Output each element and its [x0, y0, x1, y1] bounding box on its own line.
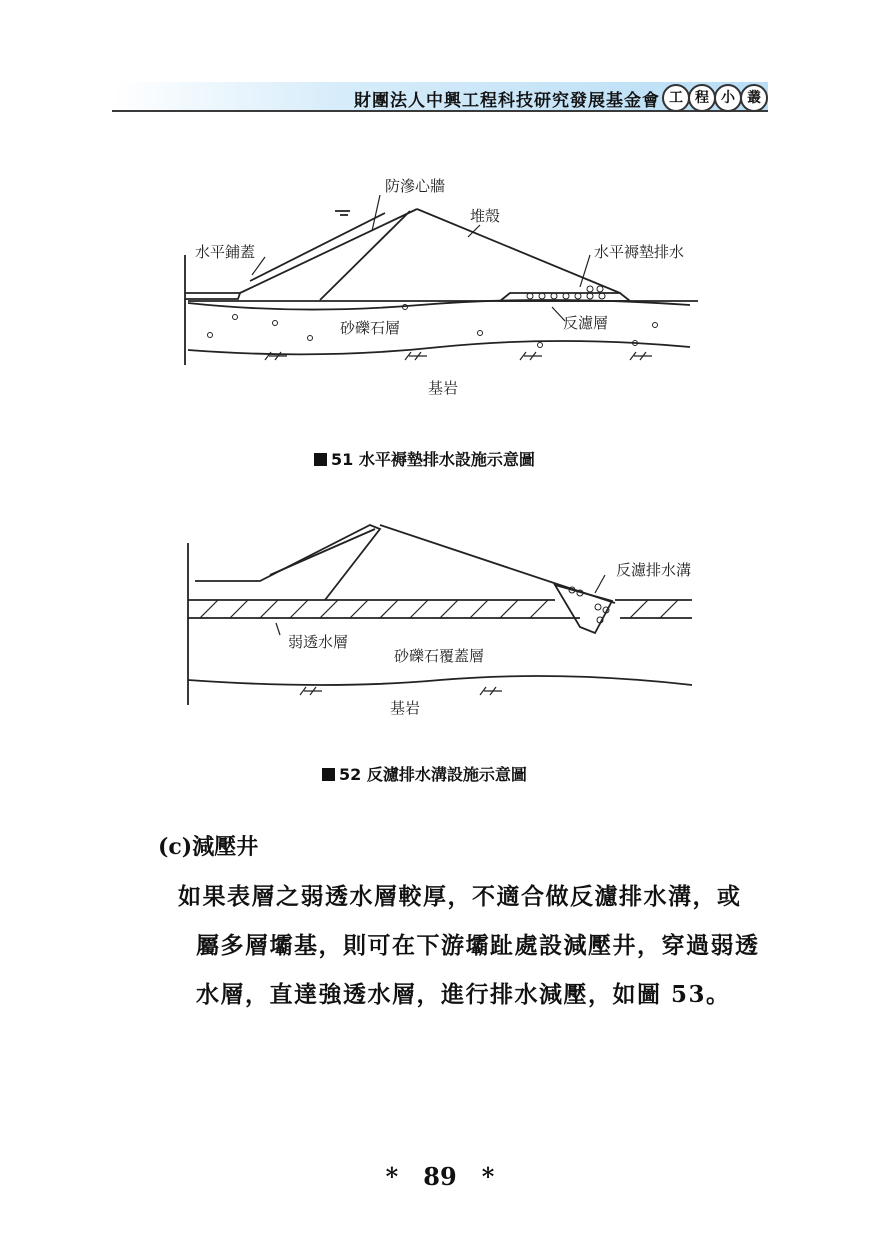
section-heading: (c)減壓井: [158, 834, 259, 860]
fig52-label-filter-trench: 反濾排水溝: [616, 563, 692, 579]
figure-52-number: 52: [339, 765, 362, 784]
fig51-label-horizontal-blanket: 水平鋪蓋: [195, 245, 256, 261]
fig52-label-bedrock: 基岩: [390, 701, 421, 717]
fig52-label-weak-layer: 弱透水層: [288, 635, 349, 651]
page-number: 89: [423, 1162, 457, 1191]
figure-51-caption: [314, 447, 535, 470]
page-number-footer: [0, 1162, 880, 1191]
figure-52-caption: [322, 762, 527, 785]
figure-label-square: [322, 768, 335, 781]
figure-51-diagram: [180, 175, 700, 410]
figure-52-diagram: [180, 515, 700, 730]
series-badge: 叢: [740, 84, 768, 112]
fig52-label-gravel-cover: 砂礫石覆蓋層: [394, 649, 485, 665]
series-badge: 小: [714, 84, 742, 112]
paragraph-line: 水層，直達強透水層，進行排水減壓，如圖 53。: [196, 981, 731, 1008]
figure-51-caption-text: 水平褥墊排水設施示意圖: [358, 450, 535, 469]
figure-51-number: 51: [331, 450, 354, 469]
fig51-label-embankment: 堆殼: [470, 209, 501, 225]
figure-label-square: [314, 453, 327, 466]
paragraph-line: 如果表層之弱透水層較厚，不適合做反濾排水溝，或: [178, 883, 742, 910]
fig51-label-horizontal-drain: 水平褥墊排水: [594, 245, 685, 261]
paragraph-line: 屬多層壩基，則可在下游壩趾處設減壓井，穿過弱透: [196, 932, 760, 959]
header-title: 財團法人中興工程科技研究發展基金會: [354, 91, 660, 111]
page-marker-left: *: [385, 1162, 399, 1191]
fig51-label-bedrock: 基岩: [428, 381, 459, 397]
figure-52-caption-text: 反濾排水溝設施示意圖: [366, 765, 527, 784]
body-paragraph: [178, 872, 788, 1019]
series-badge: 程: [688, 84, 716, 112]
fig51-label-filter-layer: 反濾層: [563, 316, 609, 332]
page-marker-right: *: [481, 1162, 495, 1191]
fig51-label-gravel-layer: 砂礫石層: [340, 321, 401, 337]
fig51-label-seepage-wall: 防滲心牆: [385, 179, 446, 195]
series-badge: 工: [662, 84, 690, 112]
